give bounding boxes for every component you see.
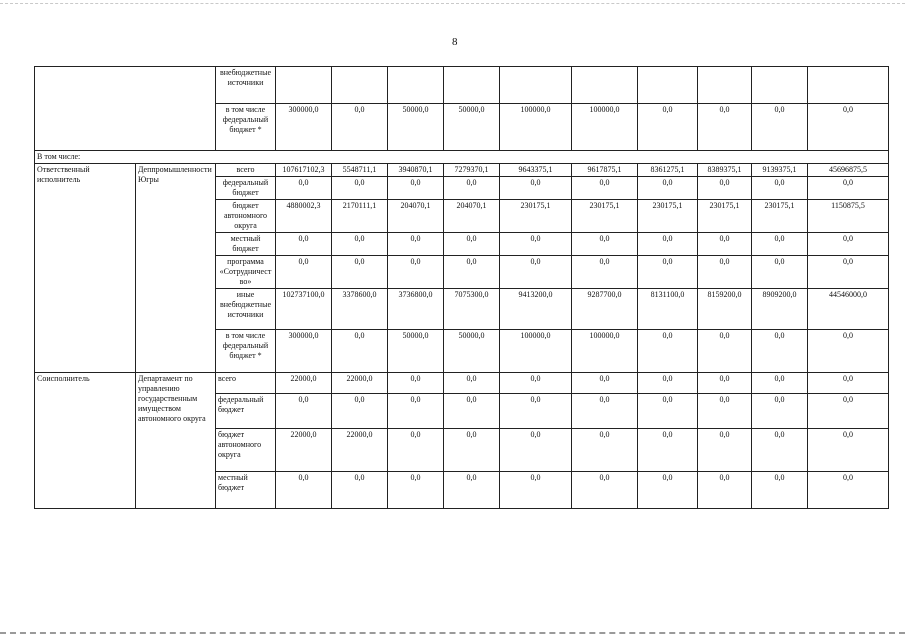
value-cell: 0,0	[332, 472, 388, 509]
value-cell: 0,0	[808, 429, 889, 472]
value-cell	[444, 67, 500, 104]
value-cell: 0,0	[638, 472, 698, 509]
funding-table-body	[35, 67, 889, 509]
value-cell: 230175,1	[500, 200, 572, 233]
value-cell	[276, 67, 332, 104]
value-cell: 0,0	[752, 394, 808, 429]
value-cell: 0,0	[572, 472, 638, 509]
value-cell: 0,0	[332, 177, 388, 200]
value-cell	[572, 67, 638, 104]
value-cell: 4880002,3	[276, 200, 332, 233]
value-cell: 9643375,1	[500, 164, 572, 177]
value-cell: 5548711,1	[332, 164, 388, 177]
value-cell: 0,0	[444, 373, 500, 394]
value-cell: 0,0	[276, 177, 332, 200]
value-cell	[698, 67, 752, 104]
value-cell: 0,0	[808, 256, 889, 289]
value-cell: 0,0	[698, 394, 752, 429]
value-cell: 0,0	[500, 177, 572, 200]
value-cell: 204070,1	[388, 200, 444, 233]
value-cell: 0,0	[276, 256, 332, 289]
value-cell	[332, 67, 388, 104]
value-cell: 0,0	[752, 104, 808, 151]
funding-source-cell: местный бюджет	[216, 233, 276, 256]
value-cell	[388, 67, 444, 104]
value-cell: 22000,0	[332, 373, 388, 394]
value-cell: 45696875,5	[808, 164, 889, 177]
value-cell: 0,0	[332, 233, 388, 256]
subheading-row	[35, 151, 889, 164]
value-cell	[638, 67, 698, 104]
value-cell: 0,0	[698, 373, 752, 394]
value-cell: 0,0	[572, 177, 638, 200]
value-cell: 107617102,3	[276, 164, 332, 177]
value-cell: 0,0	[388, 233, 444, 256]
value-cell: 300000,0	[276, 104, 332, 151]
value-cell	[808, 67, 889, 104]
value-cell: 0,0	[572, 373, 638, 394]
value-cell: 2170111,1	[332, 200, 388, 233]
value-cell: 0,0	[752, 373, 808, 394]
value-cell: 0,0	[698, 233, 752, 256]
value-cell	[752, 67, 808, 104]
table-row	[35, 373, 889, 394]
value-cell: 0,0	[572, 256, 638, 289]
value-cell: 0,0	[388, 256, 444, 289]
value-cell: 0,0	[808, 373, 889, 394]
value-cell: 0,0	[500, 256, 572, 289]
value-cell: 0,0	[808, 394, 889, 429]
value-cell: 9139375,1	[752, 164, 808, 177]
value-cell: 0,0	[752, 429, 808, 472]
value-cell: 0,0	[698, 104, 752, 151]
value-cell: 0,0	[698, 256, 752, 289]
value-cell: 7279370,1	[444, 164, 500, 177]
value-cell: 0,0	[698, 472, 752, 509]
funding-source-cell: в том числе федеральный бюджет *	[216, 330, 276, 373]
value-cell: 22000,0	[276, 429, 332, 472]
value-cell: 0,0	[444, 394, 500, 429]
value-cell: 0,0	[638, 256, 698, 289]
funding-source-cell: внебюджетные источники	[216, 67, 276, 104]
value-cell: 0,0	[698, 330, 752, 373]
value-cell: 0,0	[638, 330, 698, 373]
value-cell: 0,0	[444, 256, 500, 289]
value-cell: 0,0	[444, 233, 500, 256]
value-cell: 44546000,0	[808, 289, 889, 330]
value-cell: 0,0	[698, 429, 752, 472]
value-cell: 9413200,0	[500, 289, 572, 330]
value-cell: 0,0	[808, 233, 889, 256]
value-cell: 100000,0	[500, 104, 572, 151]
value-cell: 100000,0	[500, 330, 572, 373]
value-cell: 230175,1	[698, 200, 752, 233]
value-cell: 3736800,0	[388, 289, 444, 330]
value-cell: 7075300,0	[444, 289, 500, 330]
value-cell: 8159200,0	[698, 289, 752, 330]
value-cell: 50000,0	[444, 104, 500, 151]
table-row	[35, 164, 889, 177]
coexecutor-org-cell: Департамент по управлению государственным имуществом автономного округа	[136, 373, 216, 509]
value-cell: 1150875,5	[808, 200, 889, 233]
value-cell: 0,0	[638, 373, 698, 394]
value-cell: 0,0	[444, 177, 500, 200]
executor-org-cell: Деппромышленности Югры	[136, 164, 216, 373]
value-cell: 230175,1	[572, 200, 638, 233]
value-cell: 100000,0	[572, 330, 638, 373]
value-cell: 300000,0	[276, 330, 332, 373]
value-cell: 0,0	[752, 330, 808, 373]
value-cell: 0,0	[444, 472, 500, 509]
funding-table	[34, 66, 889, 509]
page-number: 8	[452, 36, 458, 48]
value-cell: 9287700,0	[572, 289, 638, 330]
scan-edge-top	[0, 3, 905, 4]
value-cell: 8131100,0	[638, 289, 698, 330]
funding-source-cell: бюджет автономного округа	[216, 429, 276, 472]
funding-source-cell: программа «Сотрудничество»	[216, 256, 276, 289]
value-cell: 0,0	[572, 394, 638, 429]
value-cell: 230175,1	[638, 200, 698, 233]
funding-source-cell: всего	[216, 373, 276, 394]
funding-source-cell: бюджет автономного округа	[216, 200, 276, 233]
value-cell: 0,0	[276, 472, 332, 509]
blank-merged-cell	[35, 67, 216, 151]
value-cell: 204070,1	[444, 200, 500, 233]
value-cell: 0,0	[388, 394, 444, 429]
coexecutor-role-cell: Соисполнитель	[35, 373, 136, 509]
value-cell: 0,0	[698, 177, 752, 200]
value-cell	[500, 67, 572, 104]
value-cell: 0,0	[638, 394, 698, 429]
value-cell: 0,0	[276, 233, 332, 256]
value-cell: 0,0	[500, 373, 572, 394]
funding-source-cell: местный бюджет	[216, 472, 276, 509]
value-cell: 8909200,0	[752, 289, 808, 330]
value-cell: 230175,1	[752, 200, 808, 233]
value-cell: 0,0	[332, 394, 388, 429]
value-cell: 0,0	[332, 104, 388, 151]
funding-source-cell: федеральный бюджет	[216, 177, 276, 200]
value-cell: 0,0	[332, 330, 388, 373]
value-cell: 22000,0	[332, 429, 388, 472]
value-cell: 102737100,0	[276, 289, 332, 330]
value-cell: 100000,0	[572, 104, 638, 151]
funding-source-cell: в том числе федеральный бюджет *	[216, 104, 276, 151]
scan-edge-bottom	[0, 632, 905, 634]
value-cell: 50000,0	[444, 330, 500, 373]
executor-role-cell: Ответственный исполнитель	[35, 164, 136, 373]
value-cell: 0,0	[638, 104, 698, 151]
value-cell: 3940870,1	[388, 164, 444, 177]
funding-source-cell: иные внебюджетные источники	[216, 289, 276, 330]
value-cell: 0,0	[388, 472, 444, 509]
table-row	[35, 67, 889, 104]
value-cell: 0,0	[332, 256, 388, 289]
value-cell: 0,0	[572, 233, 638, 256]
value-cell: 0,0	[500, 394, 572, 429]
value-cell: 22000,0	[276, 373, 332, 394]
funding-source-cell: федеральный бюджет	[216, 394, 276, 429]
value-cell: 0,0	[808, 472, 889, 509]
value-cell: 0,0	[808, 330, 889, 373]
value-cell: 0,0	[276, 394, 332, 429]
value-cell: 50000,0	[388, 104, 444, 151]
value-cell: 9617875,1	[572, 164, 638, 177]
value-cell: 0,0	[500, 429, 572, 472]
value-cell: 0,0	[808, 177, 889, 200]
value-cell: 0,0	[752, 256, 808, 289]
funding-source-cell: всего	[216, 164, 276, 177]
value-cell: 0,0	[752, 233, 808, 256]
value-cell: 0,0	[638, 177, 698, 200]
value-cell: 0,0	[808, 104, 889, 151]
value-cell: 0,0	[500, 233, 572, 256]
value-cell: 0,0	[638, 233, 698, 256]
subheading-cell: В том числе:	[35, 151, 889, 164]
value-cell: 0,0	[752, 472, 808, 509]
value-cell: 0,0	[638, 429, 698, 472]
value-cell: 0,0	[388, 429, 444, 472]
value-cell: 8361275,1	[638, 164, 698, 177]
value-cell: 0,0	[388, 177, 444, 200]
value-cell: 0,0	[500, 472, 572, 509]
value-cell: 3378600,0	[332, 289, 388, 330]
value-cell: 0,0	[752, 177, 808, 200]
value-cell: 0,0	[388, 373, 444, 394]
value-cell: 50000,0	[388, 330, 444, 373]
value-cell: 0,0	[444, 429, 500, 472]
value-cell: 8389375,1	[698, 164, 752, 177]
value-cell: 0,0	[572, 429, 638, 472]
